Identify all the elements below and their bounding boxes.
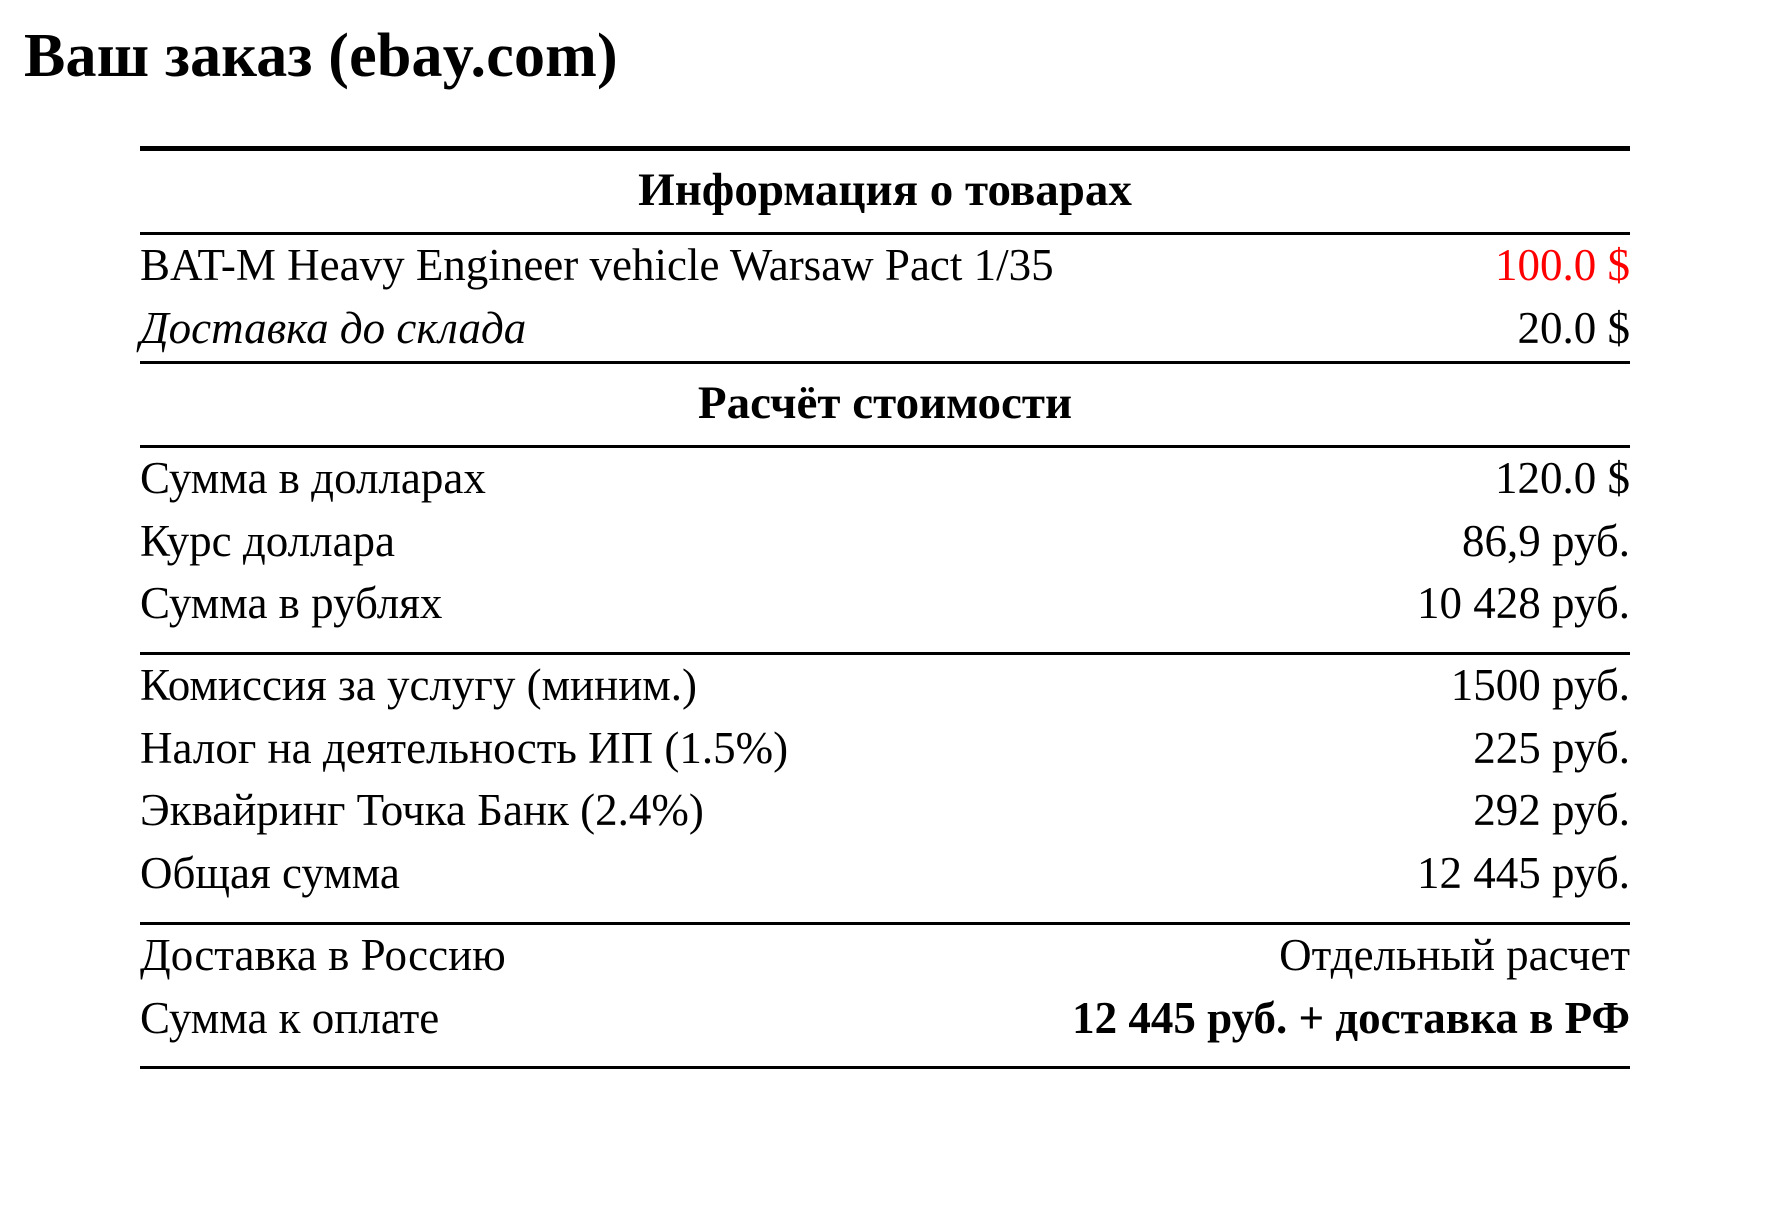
row-spacer <box>140 1050 1630 1068</box>
calc-label: Курс доллара <box>140 515 396 566</box>
section-header-items-label: Информация о товарах <box>140 149 1630 234</box>
row-spacer <box>140 906 1630 924</box>
calc-value: Отдельный расчет <box>1064 923 1630 987</box>
section-header-calc-label: Расчёт стоимости <box>140 362 1630 446</box>
section-header-items <box>140 149 1630 234</box>
row-spacer <box>140 636 1630 654</box>
table-row <box>140 654 1630 718</box>
section-header-calc <box>140 362 1630 446</box>
item-label: BAT-M Heavy Engineer vehicle Warsaw Pact 1/35 <box>140 234 1064 298</box>
table-bottom-rule <box>140 1068 1630 1070</box>
table-row <box>140 511 1630 574</box>
calc-label: Общая сумма <box>140 848 400 899</box>
table-row <box>140 298 1630 362</box>
table-row <box>140 234 1630 298</box>
order-table <box>140 146 1630 1069</box>
calc-label: Налог на деятельность ИП (1.5%) <box>140 722 789 773</box>
order-receipt-page <box>0 22 1775 1214</box>
calc-value: 1500 руб. <box>1064 654 1630 718</box>
calc-value: 12 445 руб. <box>1417 848 1630 899</box>
calc-value: 10 428 руб. <box>1417 578 1630 629</box>
table-row <box>140 843 1630 906</box>
calc-label: Комиссия за услугу (миним.) <box>140 654 1064 718</box>
calc-label: Эквайринг Точка Банк (2.4%) <box>140 785 704 836</box>
table-row <box>140 573 1630 636</box>
total-value: 12 445 руб. + доставка в РФ <box>1072 992 1630 1043</box>
table-row <box>140 780 1630 843</box>
calc-label: Доставка в Россию <box>140 923 1064 987</box>
calc-value: 292 руб. <box>1473 785 1630 836</box>
item-label: Доставка до склада <box>140 303 527 354</box>
table-row-total <box>140 988 1630 1051</box>
calc-value: 86,9 руб. <box>1462 515 1630 566</box>
table-row <box>140 923 1630 987</box>
page-title: Ваш заказ (ebay.com) <box>24 22 618 90</box>
table-row <box>140 447 1630 511</box>
calc-value: 120.0 $ <box>1064 447 1630 511</box>
item-value: 100.0 $ <box>1064 234 1630 298</box>
order-table-container <box>140 146 1630 1069</box>
item-value: 20.0 $ <box>1517 303 1630 354</box>
table-row <box>140 718 1630 781</box>
calc-label: Сумма в долларах <box>140 447 1064 511</box>
calc-value: 225 руб. <box>1473 722 1630 773</box>
total-label: Сумма к оплате <box>140 992 440 1043</box>
calc-label: Сумма в рублях <box>140 578 443 629</box>
